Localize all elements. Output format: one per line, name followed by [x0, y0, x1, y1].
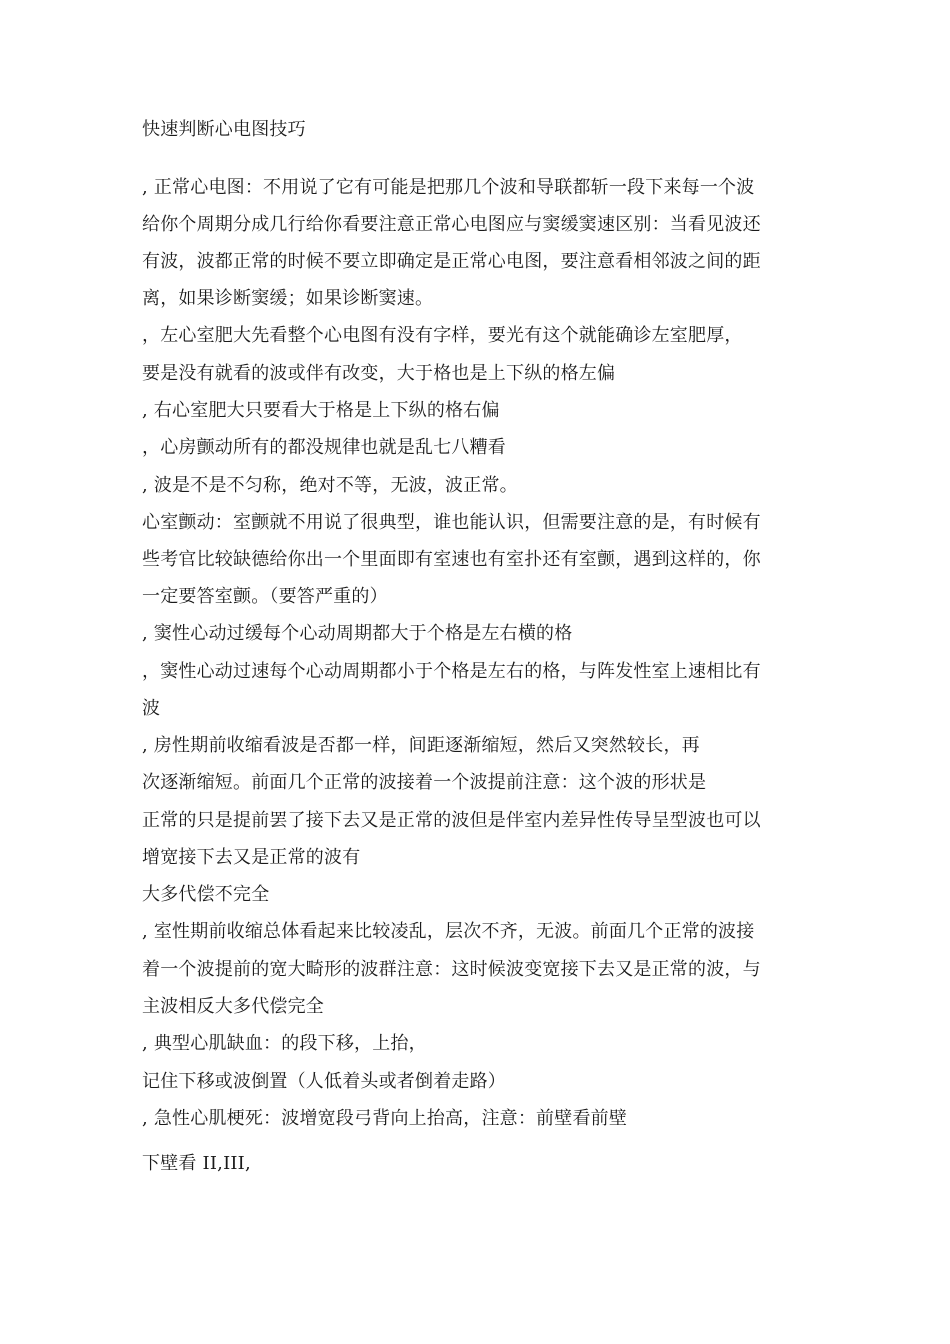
- text-line: ，窦性心动过速每个心动周期都小于个格是左右的格，与阵发性室上速相比有: [142, 661, 761, 682]
- text-line: ，心房颤动所有的都没规律也就是乱七八糟看: [142, 437, 506, 458]
- text-line: 心室颤动：室颤就不用说了很典型，谁也能认识，但需要注意的是，有时候有: [142, 512, 761, 533]
- text-line: 着一个波提前的宽大畸形的波群注意：这时候波变宽接下去又是正常的波，与: [142, 959, 761, 980]
- text-line: 正常的只是提前罢了接下去又是正常的波但是伴室内差异性传导呈型波也可以: [142, 810, 761, 831]
- text-line: , 右心室肥大只要看大于格是上下纵的格右偏: [142, 400, 500, 421]
- text-line: 离，如果诊断窦缓；如果诊断窦速。: [142, 288, 434, 309]
- text-line: 要是没有就看的波或伴有改变，大于格也是上下纵的格左偏: [142, 363, 616, 384]
- text-line: 一定要答室颤。（要答严重的）: [142, 586, 388, 607]
- text-line: 记住下移或波倒置（人低着头或者倒着走路）: [142, 1071, 506, 1092]
- text-line: 主波相反大多代偿完全: [142, 996, 324, 1017]
- text-line: , 室性期前收缩总体看起来比较凌乱，层次不齐，无波。前面几个正常的波接: [142, 921, 755, 942]
- document-title: 快速判断心电图技巧: [142, 119, 306, 140]
- text-line: , 房性期前收缩看波是否都一样，间距逐渐缩短，然后又突然较长，再: [142, 735, 700, 756]
- text-line: , 波是不是不匀称，绝对不等，无波，波正常。: [142, 475, 518, 496]
- text-line: , 窦性心动过缓每个心动周期都大于个格是左右横的格: [142, 623, 573, 644]
- text-line: 有波，波都正常的时候不要立即确定是正常心电图，要注意看相邻波之间的距: [142, 251, 761, 272]
- text-line: , 急性心肌梗死：波增宽段弓背向上抬高，注意：前壁看前壁: [142, 1108, 628, 1129]
- text-line: 下壁看 II,III,: [142, 1153, 251, 1174]
- text-line: 次逐渐缩短。前面几个正常的波接着一个波提前注意：这个波的形状是: [142, 772, 707, 793]
- text-line: ，左心室肥大先看整个心电图有没有字样，要光有这个就能确诊左室肥厚，: [142, 325, 743, 346]
- text-line: , 典型心肌缺血：的段下移，上抬，: [142, 1033, 427, 1054]
- text-line: 大多代偿不完全: [142, 884, 270, 905]
- text-line: 些考官比较缺德给你出一个里面即有室速也有室扑还有室颤，遇到这样的，你: [142, 549, 761, 570]
- text-line: 增宽接下去又是正常的波有: [142, 847, 361, 868]
- text-line: , 正常心电图：不用说了它有可能是把那几个波和导联都斩一段下来每一个波: [142, 177, 755, 198]
- text-line: 波: [142, 698, 161, 719]
- text-line: 给你个周期分成几行给你看要注意正常心电图应与窦缓窦速区别：当看见波还: [142, 214, 761, 235]
